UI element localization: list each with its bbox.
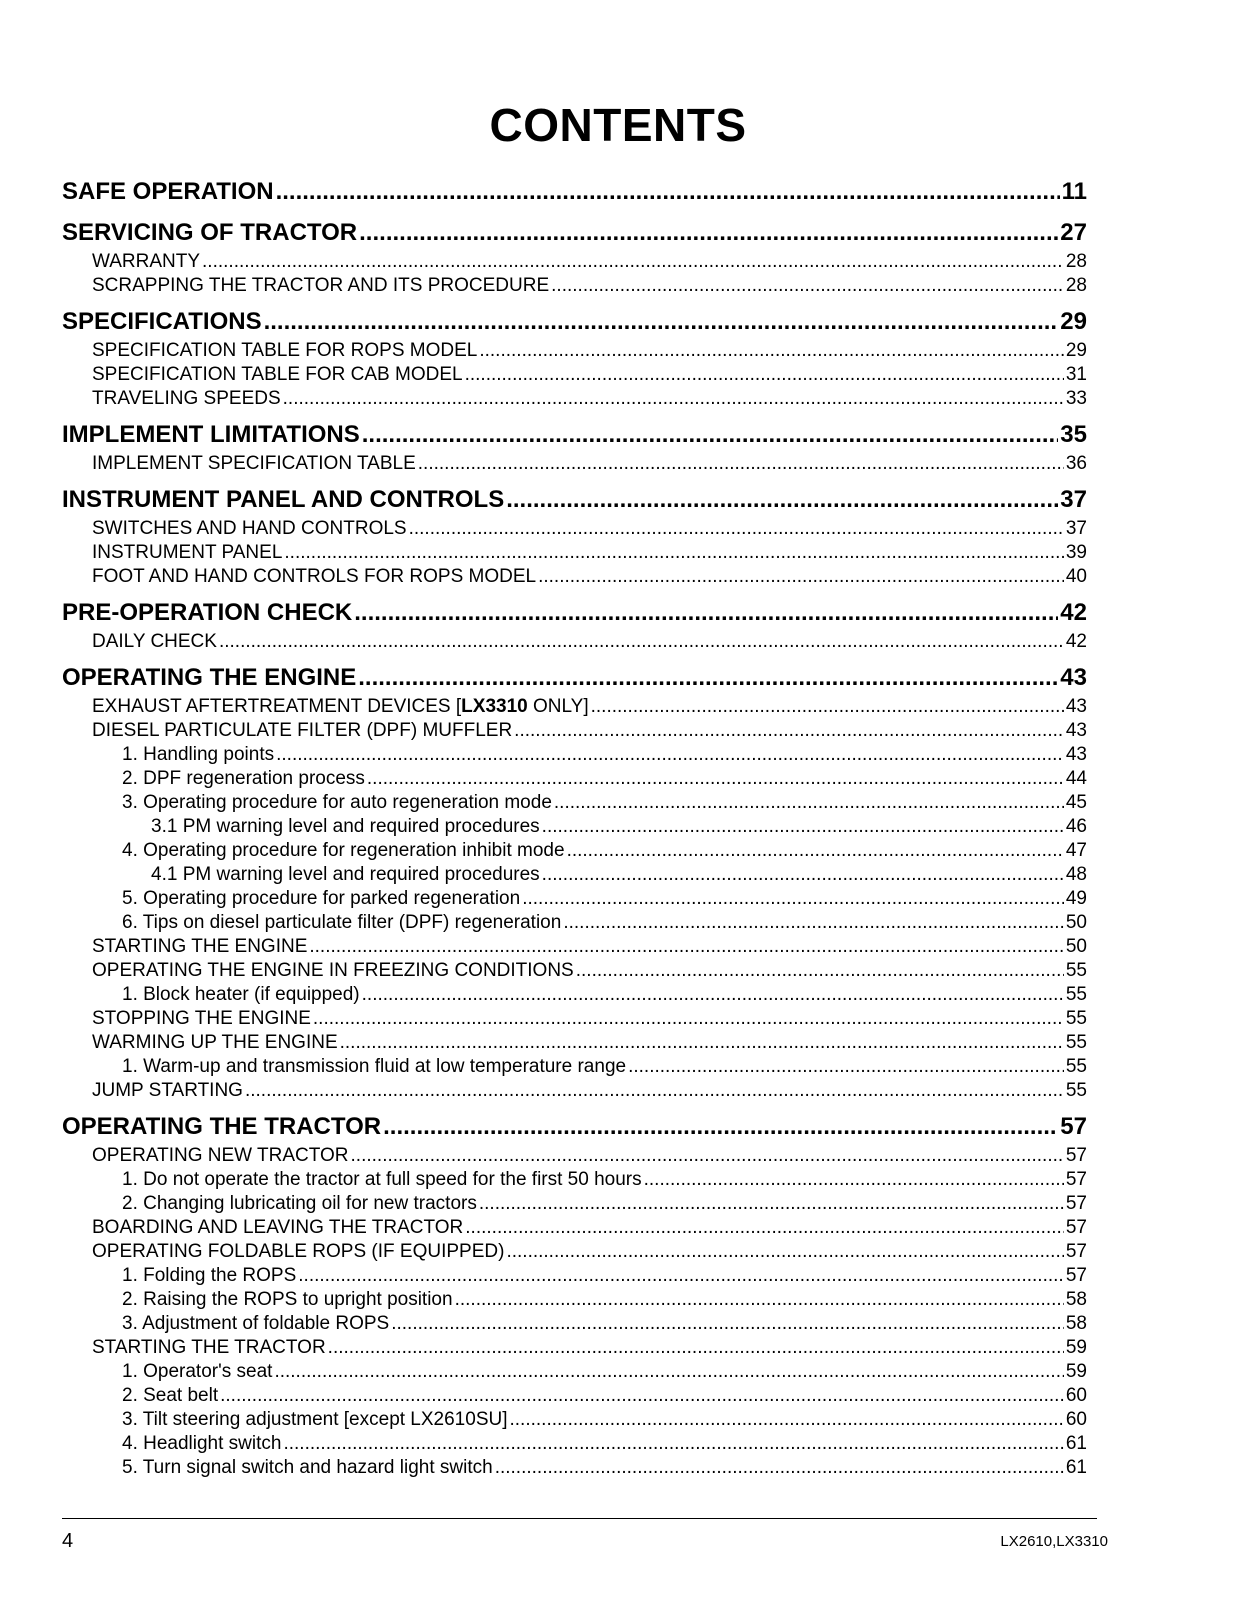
toc-page-number: 44: [1065, 768, 1087, 789]
toc-entry-title: DIESEL PARTICULATE FILTER (DPF) MUFFLER: [92, 720, 513, 741]
toc-entry-title: STARTING THE TRACTOR: [92, 1337, 326, 1358]
toc-entry-title: SPECIFICATION TABLE FOR CAB MODEL: [92, 364, 463, 385]
page-title: CONTENTS: [489, 99, 747, 151]
toc-entry-title: 5. Turn signal switch and hazard light switch: [122, 1457, 493, 1478]
toc-page-number: 40: [1065, 566, 1087, 587]
toc-page-number: 61: [1065, 1457, 1087, 1478]
dot-leader: [283, 1432, 1063, 1456]
toc-page-number: 55: [1065, 1080, 1087, 1101]
table-of-contents: [62, 174, 1087, 1480]
dot-leader: [465, 1216, 1064, 1240]
toc-entry-title: 5. Operating procedure for parked regeneration: [122, 888, 521, 909]
toc-page-number: 28: [1065, 275, 1087, 296]
dot-leader: [479, 339, 1064, 363]
dot-leader: [514, 719, 1064, 743]
toc-entry[interactable]: [62, 767, 1087, 791]
toc-entry[interactable]: [62, 959, 1087, 983]
toc-entry[interactable]: [62, 630, 1087, 654]
toc-entry[interactable]: [62, 1240, 1087, 1264]
page-number: 4: [62, 1530, 74, 1552]
toc-section[interactable]: [62, 174, 1087, 209]
dot-leader: [591, 695, 1064, 719]
dot-leader: [274, 1360, 1063, 1384]
dot-leader: [510, 1408, 1064, 1432]
toc-entry-title: IMPLEMENT SPECIFICATION TABLE: [92, 453, 416, 474]
toc-entry[interactable]: [62, 1408, 1087, 1432]
dot-leader: [298, 1264, 1064, 1288]
toc-entry[interactable]: [62, 1288, 1087, 1312]
dot-leader: [276, 743, 1064, 767]
dot-leader: [328, 1336, 1064, 1360]
toc-page-number: 57: [1065, 1193, 1087, 1214]
toc-entry[interactable]: [62, 1031, 1087, 1055]
toc-entry-title: 3. Adjustment of foldable ROPS: [122, 1313, 390, 1334]
toc-entry-title-part: ONLY]: [527, 696, 589, 717]
toc-entry-title: 1. Warm-up and transmission fluid at low temperature range: [122, 1056, 627, 1077]
toc-page-number: 55: [1065, 1008, 1087, 1029]
dot-leader: [245, 1079, 1064, 1103]
toc-page-number: 61: [1065, 1433, 1087, 1454]
toc-page-number: 50: [1065, 936, 1087, 957]
toc-entry-title: 2. Seat belt: [122, 1385, 219, 1406]
toc-entry-title: 1. Block heater (if equipped): [122, 984, 360, 1005]
toc-page-number: 57: [1060, 1113, 1087, 1140]
dot-leader: [495, 1456, 1064, 1480]
toc-page-number: 28: [1065, 251, 1087, 272]
toc-entry[interactable]: [62, 911, 1087, 935]
toc-entry[interactable]: [62, 815, 1087, 839]
toc-page-number: 57: [1065, 1217, 1087, 1238]
toc-section[interactable]: [62, 215, 1087, 250]
dot-leader: [576, 959, 1064, 983]
toc-page-number: 37: [1060, 486, 1087, 513]
dot-leader: [391, 1312, 1064, 1336]
toc-entry-title: BOARDING AND LEAVING THE TRACTOR: [92, 1217, 464, 1238]
toc-entry[interactable]: [62, 935, 1087, 959]
dot-leader: [551, 274, 1064, 298]
toc-entry-title: 6. Tips on diesel particulate filter (DPF) regeneration: [122, 912, 562, 933]
dot-leader: [219, 630, 1064, 654]
dot-leader: [542, 815, 1064, 839]
dot-leader: [351, 1144, 1064, 1168]
toc-entry[interactable]: [62, 1360, 1087, 1384]
toc-page-number: 43: [1065, 696, 1087, 717]
toc-section[interactable]: [62, 304, 1087, 339]
toc-entry-title: INSTRUMENT PANEL: [92, 542, 283, 563]
dot-leader: [455, 1288, 1064, 1312]
toc-entry-title: OPERATING NEW TRACTOR: [92, 1145, 349, 1166]
toc-entry-title: PRE-OPERATION CHECK: [62, 599, 353, 626]
toc-entry-title: OPERATING THE ENGINE IN FREEZING CONDITIONS: [92, 960, 574, 981]
toc-entry[interactable]: [62, 1312, 1087, 1336]
dot-leader: [506, 1240, 1063, 1264]
toc-entry[interactable]: [62, 339, 1087, 363]
toc-page-number: 55: [1065, 1056, 1087, 1077]
toc-entry[interactable]: [62, 1192, 1087, 1216]
toc-page-number: 50: [1065, 912, 1087, 933]
toc-entry[interactable]: [62, 1216, 1087, 1240]
toc-entry-title: 1. Handling points: [122, 744, 275, 765]
dot-leader: [362, 417, 1059, 452]
toc-page-number: 60: [1065, 1409, 1087, 1430]
toc-entry-title: SPECIFICATIONS: [62, 308, 262, 335]
dot-leader: [220, 1384, 1064, 1408]
toc-entry[interactable]: [62, 743, 1087, 767]
toc-entry-title: SWITCHES AND HAND CONTROLS: [92, 518, 407, 539]
dot-leader: [563, 911, 1064, 935]
toc-section[interactable]: [62, 482, 1087, 517]
toc-page-number: 46: [1065, 816, 1087, 837]
toc-entry-title: SCRAPPING THE TRACTOR AND ITS PROCEDURE: [92, 275, 550, 296]
toc-page-number: 58: [1065, 1313, 1087, 1334]
toc-entry[interactable]: [62, 1264, 1087, 1288]
toc-entry[interactable]: [62, 1079, 1087, 1103]
toc-page-number: 55: [1065, 1032, 1087, 1053]
dot-leader: [383, 1109, 1058, 1144]
toc-entry[interactable]: [62, 565, 1087, 589]
dot-leader: [359, 215, 1058, 250]
toc-page-number: 33: [1065, 388, 1087, 409]
toc-entry-title: FOOT AND HAND CONTROLS FOR ROPS MODEL: [92, 566, 537, 587]
toc-entry-title: 3. Operating procedure for auto regeneration mode: [122, 792, 552, 813]
toc-page-number: 59: [1065, 1361, 1087, 1382]
toc-entry[interactable]: [62, 839, 1087, 863]
toc-entry-title: 1. Operator's seat: [122, 1361, 273, 1382]
toc-entry-title: 2. DPF regeneration process: [122, 768, 365, 789]
toc-entry-title: OPERATING THE TRACTOR: [62, 1113, 382, 1140]
toc-entry[interactable]: [62, 1168, 1087, 1192]
toc-page-number: 35: [1060, 421, 1087, 448]
toc-entry[interactable]: [62, 1456, 1087, 1480]
toc-entry[interactable]: [62, 1055, 1087, 1079]
toc-entry-title: 3. Tilt steering adjustment [except LX2610SU]: [122, 1409, 508, 1430]
toc-page-number: 43: [1060, 664, 1087, 691]
dot-leader: [628, 1055, 1064, 1079]
dot-leader: [340, 1031, 1064, 1055]
dot-leader: [479, 1192, 1064, 1216]
toc-entry[interactable]: [62, 695, 1087, 719]
toc-entry-title: 1. Do not operate the tractor at full speed for the first 50 hours: [122, 1169, 642, 1190]
toc-entry-title-bold: LX3310: [461, 696, 528, 717]
dot-leader: [506, 482, 1058, 517]
toc-page-number: 59: [1065, 1337, 1087, 1358]
toc-page-number: 37: [1065, 518, 1087, 539]
toc-entry-title: 3.1 PM warning level and required procedures: [151, 816, 540, 837]
toc-entry[interactable]: [62, 983, 1087, 1007]
toc-entry-title: 1. Folding the ROPS: [122, 1265, 297, 1286]
toc-page-number: 45: [1065, 792, 1087, 813]
dot-leader: [358, 660, 1058, 695]
dot-leader: [309, 935, 1063, 959]
dot-leader: [313, 1007, 1064, 1031]
toc-entry-title: [92, 695, 589, 719]
dot-leader: [567, 839, 1064, 863]
toc-entry[interactable]: [62, 1432, 1087, 1456]
toc-section[interactable]: [62, 595, 1087, 630]
toc-entry-title: SAFE OPERATION: [62, 178, 274, 205]
dot-leader: [202, 250, 1064, 274]
toc-entry[interactable]: [62, 1384, 1087, 1408]
toc-entry[interactable]: [62, 719, 1087, 743]
toc-entry[interactable]: [62, 887, 1087, 911]
toc-entry-title: 2. Changing lubricating oil for new tractors: [122, 1193, 477, 1214]
toc-entry-title: OPERATING THE ENGINE: [62, 664, 357, 691]
toc-entry[interactable]: [62, 1336, 1087, 1360]
toc-entry[interactable]: [62, 791, 1087, 815]
toc-page-number: 47: [1065, 840, 1087, 861]
toc-page-number: 11: [1061, 178, 1087, 205]
toc-section[interactable]: [62, 1109, 1087, 1144]
toc-entry[interactable]: [62, 517, 1087, 541]
toc-entry[interactable]: [62, 452, 1087, 476]
toc-entry-title: DAILY CHECK: [92, 631, 217, 652]
toc-entry[interactable]: [62, 363, 1087, 387]
dot-leader: [409, 517, 1064, 541]
toc-page-number: 39: [1065, 542, 1087, 563]
toc-entry[interactable]: [62, 387, 1087, 411]
toc-entry-title: STOPPING THE ENGINE: [92, 1008, 311, 1029]
toc-entry-title-part: EXHAUST AFTERTREATMENT DEVICES [: [92, 696, 462, 717]
dot-leader: [264, 304, 1059, 339]
toc-entry-title: 4. Headlight switch: [122, 1433, 282, 1454]
toc-page-number: 57: [1065, 1145, 1087, 1166]
toc-page-number: 58: [1065, 1289, 1087, 1310]
toc-entry-title: TRAVELING SPEEDS: [92, 388, 281, 409]
toc-page-number: 42: [1060, 599, 1087, 626]
toc-entry-title: INSTRUMENT PANEL AND CONTROLS: [62, 486, 505, 513]
toc-entry[interactable]: [62, 541, 1087, 565]
toc-page-number: 36: [1065, 453, 1087, 474]
toc-entry-title: SERVICING OF TRACTOR: [62, 219, 358, 246]
toc-entry-title: STARTING THE ENGINE: [92, 936, 308, 957]
toc-entry-title: JUMP STARTING: [92, 1080, 243, 1101]
toc-entry[interactable]: [62, 1144, 1087, 1168]
toc-entry[interactable]: [62, 1007, 1087, 1031]
toc-page-number: 60: [1065, 1385, 1087, 1406]
toc-page-number: 57: [1065, 1241, 1087, 1262]
toc-entry-title: 4. Operating procedure for regeneration inhibit mode: [122, 840, 565, 861]
dot-leader: [367, 767, 1064, 791]
toc-entry-title: WARMING UP THE ENGINE: [92, 1032, 338, 1053]
dot-leader: [644, 1168, 1064, 1192]
dot-leader: [354, 595, 1058, 630]
toc-section[interactable]: [62, 660, 1087, 695]
dot-leader: [554, 791, 1064, 815]
toc-entry[interactable]: [62, 250, 1087, 274]
toc-page-number: 43: [1065, 720, 1087, 741]
dot-leader: [418, 452, 1064, 476]
footer-divider: [62, 1518, 1097, 1519]
toc-section[interactable]: [62, 417, 1087, 452]
toc-entry-title: OPERATING FOLDABLE ROPS (IF EQUIPPED): [92, 1241, 505, 1262]
toc-entry-title: 2. Raising the ROPS to upright position: [122, 1289, 453, 1310]
dot-leader: [465, 363, 1064, 387]
dot-leader: [522, 887, 1064, 911]
model-names: LX2610,LX3310: [1000, 1533, 1108, 1550]
toc-page-number: 31: [1065, 364, 1087, 385]
toc-page-number: 55: [1065, 960, 1087, 981]
toc-page-number: 57: [1065, 1265, 1087, 1286]
toc-entry-title: 4.1 PM warning level and required procedures: [151, 864, 540, 885]
toc-page-number: 29: [1065, 340, 1087, 361]
dot-leader: [284, 541, 1063, 565]
toc-page-number: 57: [1065, 1169, 1087, 1190]
toc-entry-title: WARRANTY: [92, 251, 201, 272]
toc-page-number: 42: [1065, 631, 1087, 652]
toc-page-number: 29: [1060, 308, 1087, 335]
dot-leader: [276, 174, 1060, 209]
toc-page-number: 48: [1065, 864, 1087, 885]
toc-page-number: 55: [1065, 984, 1087, 1005]
toc-entry-title: IMPLEMENT LIMITATIONS: [62, 421, 360, 448]
dot-leader: [283, 387, 1064, 411]
toc-entry[interactable]: [62, 274, 1087, 298]
dot-leader: [362, 983, 1064, 1007]
toc-entry[interactable]: [62, 863, 1087, 887]
dot-leader: [542, 863, 1064, 887]
toc-page-number: 49: [1065, 888, 1087, 909]
toc-page-number: 43: [1065, 744, 1087, 765]
toc-page-number: 27: [1060, 219, 1087, 246]
toc-entry-title: SPECIFICATION TABLE FOR ROPS MODEL: [92, 340, 478, 361]
dot-leader: [538, 565, 1064, 589]
